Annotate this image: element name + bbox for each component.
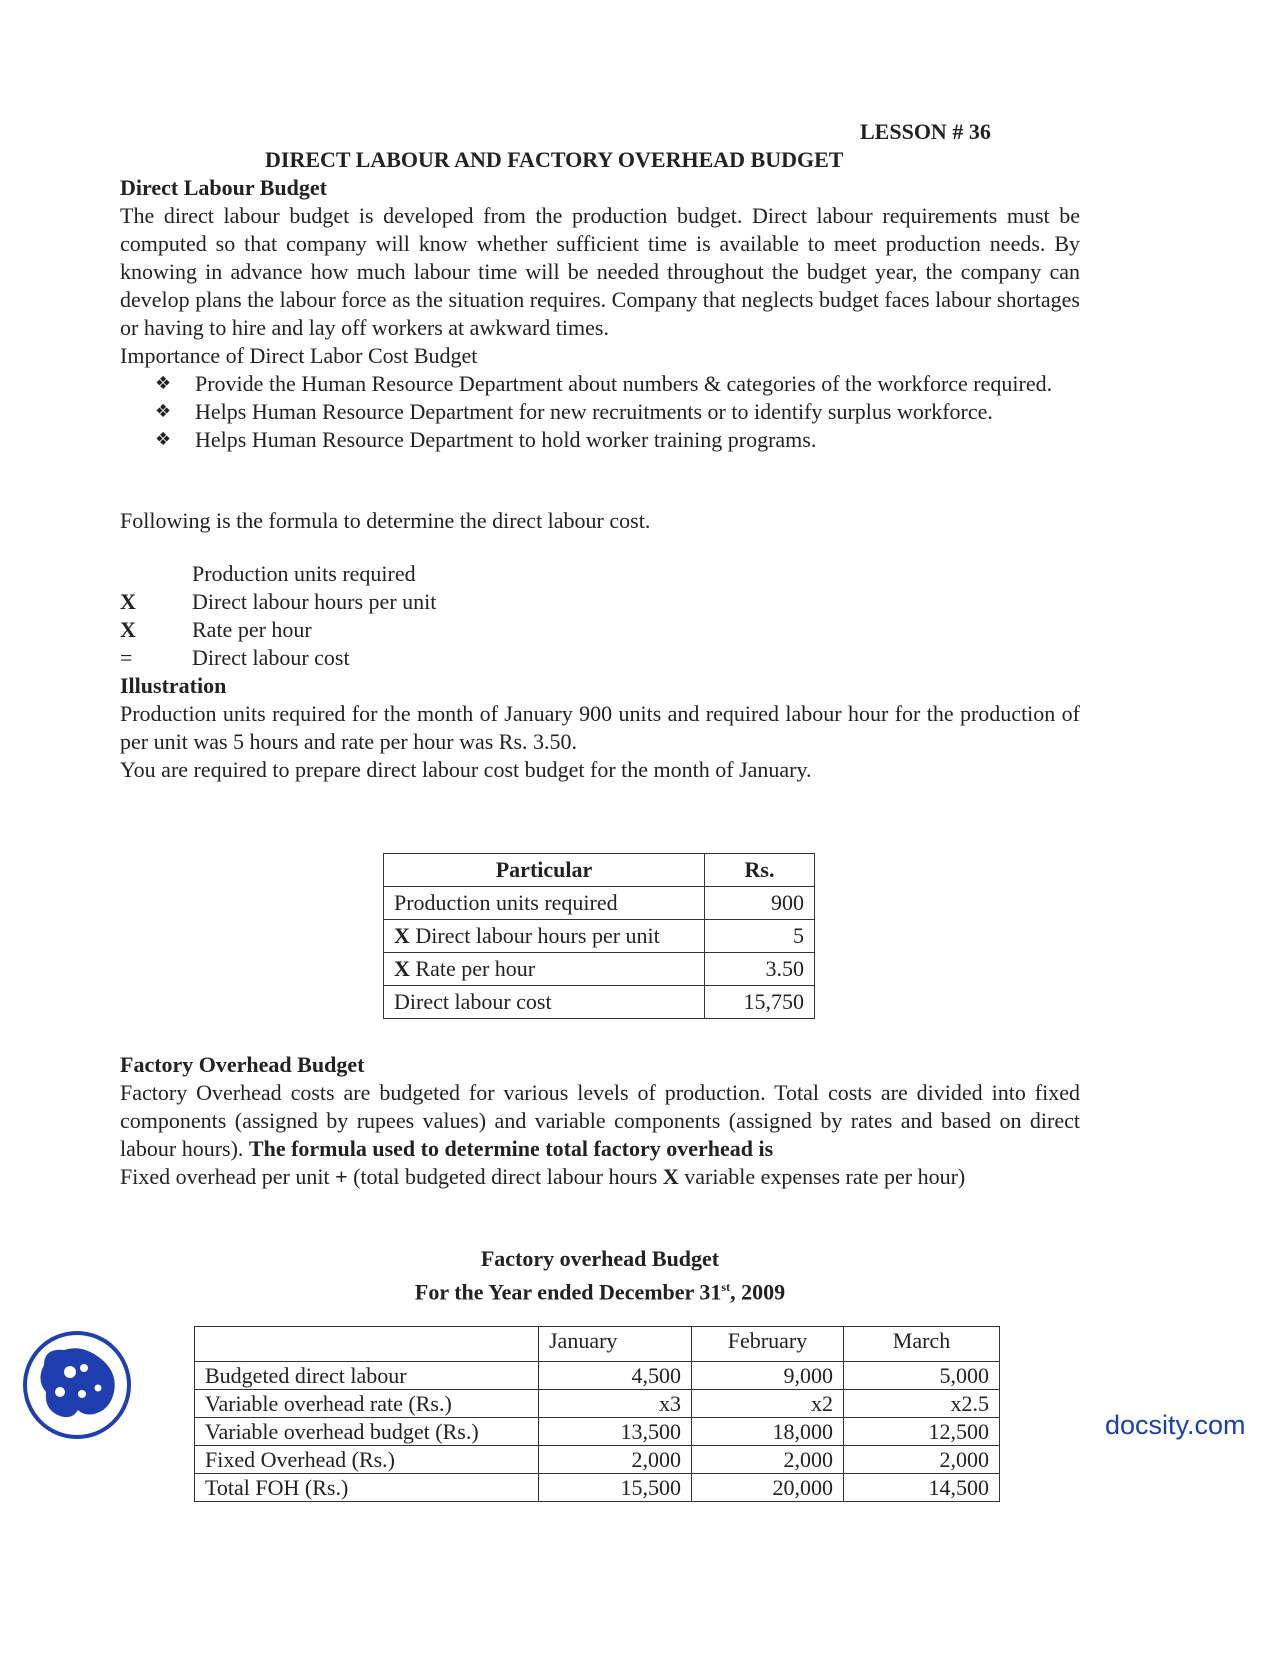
list-item — [155, 398, 1080, 426]
cell-january: 2,000 — [539, 1446, 692, 1474]
cell-march: 12,500 — [844, 1418, 1000, 1446]
row-label: Total FOH (Rs.) — [195, 1474, 539, 1502]
direct-labour-paragraph: The direct labour budget is developed from the production budget. Direct labour requirements must be computed so that company will know whether sufficient time is available to meet production needs. By knowing in advance how much labour time will be needed throughout the budget year, the company can develop plans the labour force as the situation requires. Company that neglects budget faces labour shortages or having to hire and lay off workers at awkward times. — [120, 203, 1080, 340]
column-header: Rs. — [705, 854, 815, 887]
direct-labour-paragraph-block — [120, 202, 1080, 370]
formula-line — [120, 560, 620, 588]
bullet-text: Helps Human Resource Department for new recruitments or to identify surplus workforce. — [195, 399, 993, 424]
formula-operator: X — [120, 617, 136, 642]
section-heading-direct-labour: Direct Labour Budget — [120, 175, 327, 200]
row-label: Fixed Overhead (Rs.) — [195, 1446, 539, 1474]
formula-line — [120, 588, 620, 616]
row-label: X Rate per hour — [384, 953, 705, 986]
formula-term: Rate per hour — [192, 617, 312, 642]
cell-february: 2,000 — [692, 1446, 844, 1474]
row-value: 15,750 — [705, 986, 815, 1019]
direct-labour-formula — [120, 560, 620, 672]
row-label: Budgeted direct labour — [195, 1362, 539, 1390]
column-header: Particular — [384, 854, 705, 887]
illustration-paragraph: Production units required for the month of January 900 units and required labour hour for the production of per unit was 5 hours and rate per hour was Rs. 3.50. — [120, 701, 1080, 754]
cell-february: x2 — [692, 1390, 844, 1418]
cell-march: 14,500 — [844, 1474, 1000, 1502]
formula-intro: Following is the formula to determine the direct labour cost. — [120, 508, 651, 533]
importance-bullet-list — [155, 370, 1080, 454]
table-row — [384, 920, 815, 953]
table-row — [384, 953, 815, 986]
cell-march: x2.5 — [844, 1390, 1000, 1418]
diamond-bullet-icon: ❖ — [155, 373, 172, 394]
bullet-text: Helps Human Resource Department to hold worker training programs. — [195, 427, 817, 452]
illustration-heading: Illustration — [120, 673, 227, 698]
direct-labour-cost-table — [383, 853, 815, 1019]
table-row — [384, 887, 815, 920]
column-header — [195, 1327, 539, 1362]
factory-overhead-paragraph: Factory Overhead costs are budgeted for various levels of production. Total costs are divided into fixed components (assigned by rupees values) and variable components (assigned by rates and based on direct labour hours). The formula used to determine total factory overhead is — [120, 1080, 1080, 1161]
table-row — [195, 1362, 1000, 1390]
cell-march: 2,000 — [844, 1446, 1000, 1474]
factory-overhead-formula: Fixed overhead per unit + (total budgeted direct labour hours X variable expenses rate per hour) — [120, 1164, 966, 1189]
docsity-logo-icon[interactable] — [22, 1330, 132, 1440]
docsity-brand-link[interactable]: docsity.com — [1105, 1410, 1246, 1440]
row-label: X Direct labour hours per unit — [384, 920, 705, 953]
foh-table-subtitle: For the Year ended December 31st, 2009 — [414, 1279, 786, 1305]
table-row — [195, 1390, 1000, 1418]
row-label: Direct labour cost — [384, 986, 705, 1019]
column-header: January — [539, 1327, 692, 1362]
cell-february: 20,000 — [692, 1474, 844, 1502]
row-label: Variable overhead budget (Rs.) — [195, 1418, 539, 1446]
formula-term: Production units required — [192, 561, 416, 586]
formula-operator: = — [120, 645, 133, 670]
row-value: 3.50 — [705, 953, 815, 986]
formula-term: Direct labour cost — [192, 645, 350, 670]
bullet-text: Provide the Human Resource Department about numbers & categories of the workforce required. — [195, 371, 1053, 396]
cell-february: 18,000 — [692, 1418, 844, 1446]
section-heading-factory-overhead: Factory Overhead Budget — [120, 1052, 365, 1077]
diamond-bullet-icon: ❖ — [155, 401, 172, 422]
table-row — [195, 1418, 1000, 1446]
illustration-task: You are required to prepare direct labour cost budget for the month of January. — [120, 757, 812, 782]
cell-january: 15,500 — [539, 1474, 692, 1502]
cell-january: 13,500 — [539, 1418, 692, 1446]
illustration-block — [120, 700, 1080, 784]
cell-january: x3 — [539, 1390, 692, 1418]
list-item — [155, 426, 1080, 454]
factory-overhead-table — [194, 1326, 1000, 1502]
table-header-row — [195, 1327, 1000, 1362]
table-row — [195, 1474, 1000, 1502]
foh-table-title: Factory overhead Budget — [480, 1246, 720, 1271]
table-row — [195, 1446, 1000, 1474]
cell-march: 5,000 — [844, 1362, 1000, 1390]
row-label: Production units required — [384, 887, 705, 920]
row-value: 900 — [705, 887, 815, 920]
factory-overhead-block — [120, 1079, 1080, 1191]
importance-heading: Importance of Direct Labor Cost Budget — [120, 343, 478, 368]
column-header: February — [692, 1327, 844, 1362]
table-header-row — [384, 854, 815, 887]
lesson-number: LESSON # 36 — [860, 119, 991, 144]
diamond-bullet-icon: ❖ — [155, 429, 172, 450]
cell-january: 4,500 — [539, 1362, 692, 1390]
list-item — [155, 370, 1080, 398]
formula-term: Direct labour hours per unit — [192, 589, 437, 614]
cell-february: 9,000 — [692, 1362, 844, 1390]
formula-line — [120, 644, 620, 672]
page-title: DIRECT LABOUR AND FACTORY OVERHEAD BUDGET — [265, 147, 844, 172]
formula-operator: X — [120, 589, 136, 614]
formula-line — [120, 616, 620, 644]
row-label: Variable overhead rate (Rs.) — [195, 1390, 539, 1418]
row-value: 5 — [705, 920, 815, 953]
column-header: March — [844, 1327, 1000, 1362]
table-row — [384, 986, 815, 1019]
